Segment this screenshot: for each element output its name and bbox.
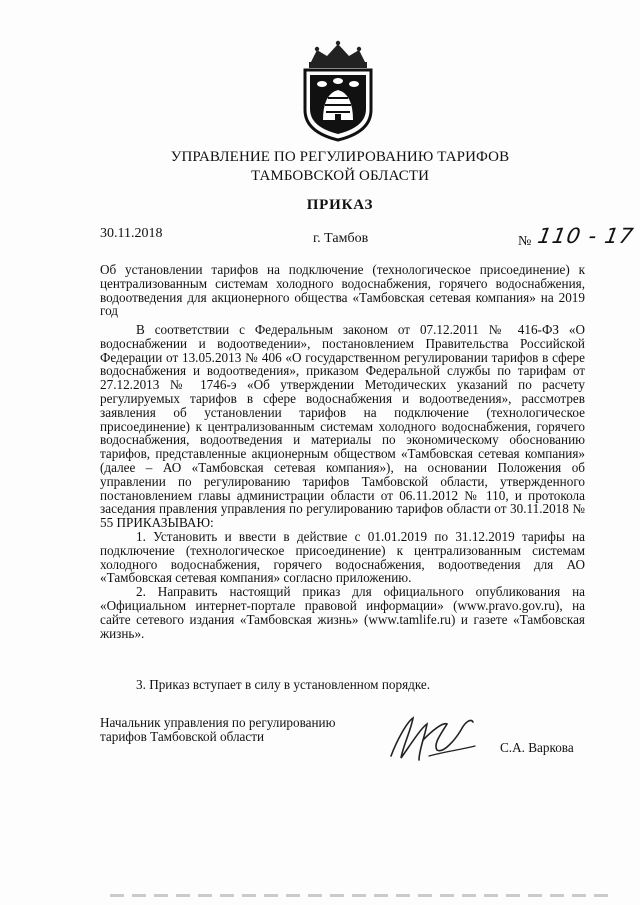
document-type: ПРИКАЗ xyxy=(306,197,374,213)
signer-name: С.А. Варкова xyxy=(500,740,574,755)
signer-title xyxy=(100,716,370,744)
document-body xyxy=(100,323,585,640)
organization-title xyxy=(140,148,540,186)
document-subject: Об установлении тарифов на подключение (технологическое присоединение) к централизованным системам холодного водоснабжения, горячего водоснабжения, водоотведения для акционерного общества «Тамбовская сетевая компания» на 2019 год xyxy=(100,262,585,319)
document-number-prefix: № xyxy=(518,234,532,249)
order-item-1: 1. Установить и ввести в действие с 01.01.2019 по 31.12.2019 тарифы на подключение (технологическое присоединение) к централизованным системам холодного водоснабжения, горячего водоснабжения, водоотведения для АО «Тамбовская сетевая компания» согласно приложению. xyxy=(100,528,585,586)
document-city: г. Тамбов xyxy=(313,231,369,246)
coat-of-arms-icon xyxy=(293,40,383,144)
document-number: 110 - 17 xyxy=(535,224,636,248)
document-date: 30.11.2018 xyxy=(100,226,163,241)
organization-title-line1: УПРАВЛЕНИЕ ПО РЕГУЛИРОВАНИЮ ТАРИФОВ xyxy=(170,149,510,165)
signer-title-line1: Начальник управления по регулированию xyxy=(100,715,336,730)
handwritten-signature-icon xyxy=(385,700,485,770)
signer-title-line2: тарифов Тамбовской области xyxy=(100,729,265,744)
order-item-3: 3. Приказ вступает в силу в установленном порядке. xyxy=(136,677,431,692)
preamble-paragraph: В соответствии с Федеральным законом от 07.12.2011 № 416-ФЗ «О водоснабжении и водоотведении», постановлением Правительства Российской Федерации от 13.05.2013 № 406 «О государственном регулировании тарифов в сфере водоснабжения и водоотведения», приказом Федеральной службы по тарифам от 27.12.2013 № 1746-э «Об утверждении Методических указаний по расчету регулируемых тарифов в сфере водоснабжения и водоотведения», рассмотрев заявления об установлении тарифов на подключение (технологическое присоединение) к централизованным системам холодного водоснабжения, горячего водоснабжения, водоотведения и материалы по экономическому обоснованию тарифов, представленные акционерным обществом «Тамбовская сетевая компания» (далее – АО «Тамбовская сетевая компания»), на основании Положения об управлении по регулированию тарифов Тамбовской области, утвержденного постановлением главы администрации области от 06.11.2012 № 110, и протокола заседания правления управления по регулированию тарифов области от 30.11.2018 № 55 ПРИКАЗЫВАЮ: xyxy=(100,322,585,531)
organization-title-line2: ТАМБОВСКОЙ ОБЛАСТИ xyxy=(250,168,430,184)
order-item-2: 2. Направить настоящий приказ для официального опубликования на «Официальном интернет-портале правовой информации» (www.pravo.gov.ru), на сайте сетевого издания «Тамбовская жизнь» (www.tamlife.ru) и газете «Тамбовская жизнь». xyxy=(100,584,585,641)
scan-artifact-line xyxy=(110,894,610,897)
